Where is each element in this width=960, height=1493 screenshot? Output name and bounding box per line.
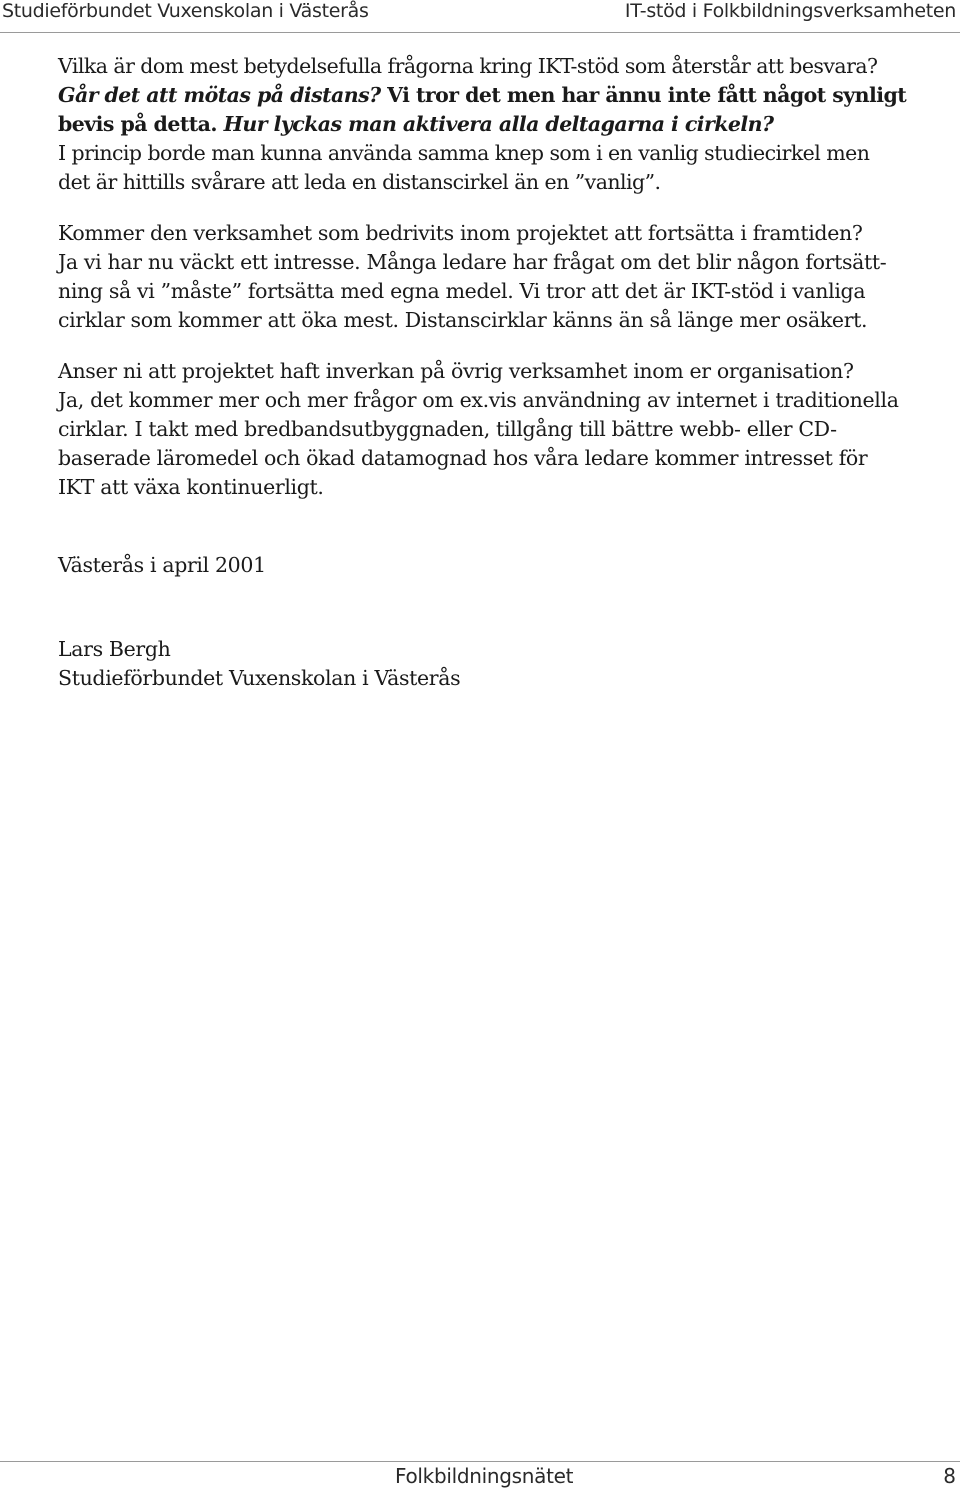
text-line: I princip borde man kunna använda samma knep som i en vanlig studiecirkel men [58, 141, 870, 165]
text-line: cirklar. I takt med bredbandsutbyggnaden, tillgång till bättre webb- eller CD- [58, 417, 837, 441]
text-line: Anser ni att projektet haft inverkan på övrig verksamhet inom er organisation? [58, 359, 854, 383]
text-line [58, 81, 918, 110]
answer-bold: bevis på detta. [58, 112, 217, 136]
question-italic: Hur lyckas man aktivera alla deltagarna i cirkeln? [217, 112, 774, 136]
place-and-date: Västerås i april 2001 [58, 553, 266, 577]
text-line: det är hittills svårare att leda en distanscirkel än en ”vanlig”. [58, 170, 661, 194]
text-line: baserade läromedel och ökad datamognad hos våra ledare kommer intresset för [58, 446, 868, 470]
header-divider [0, 32, 960, 33]
header-document-title: IT-stöd i Folkbildningsverksamheten [624, 0, 956, 22]
page-header [0, 0, 960, 34]
document-body [58, 52, 918, 524]
paragraph-organisation-impact [58, 357, 918, 502]
text-line: Ja vi har nu väckt ett intresse. Många ledare har frågat om det blir någon fortsätt- [58, 250, 887, 274]
paragraph-future-activity [58, 219, 918, 335]
signature-name: Lars Bergh [58, 637, 171, 661]
page-number: 8 [943, 1464, 956, 1488]
text-line: Ja, det kommer mer och mer frågor om ex.vis användning av internet i traditionella [58, 388, 899, 412]
text-line: IKT att växa kontinuerligt. [58, 475, 324, 499]
text-line: ning så vi ”måste” fortsätta med egna medel. Vi tror att det är IKT-stöd i vanliga [58, 279, 866, 303]
footer-publisher: Folkbildningsnätet [395, 1464, 574, 1488]
signature-organisation: Studieförbundet Vuxenskolan i Västerås [58, 666, 461, 690]
paragraph-remaining-questions [58, 52, 918, 197]
text-line: cirklar som kommer att öka mest. Distanscirklar känns än så länge mer osäkert. [58, 308, 868, 332]
question-italic: Går det att mötas på distans? [58, 83, 381, 107]
header-org-name: Studieförbundet Vuxenskolan i Västerås [2, 0, 369, 22]
text-line [58, 110, 918, 139]
text-line: Vilka är dom mest betydelsefulla frågorna kring IKT-stöd som återstår att besvara? [58, 54, 878, 78]
page-footer [0, 1464, 960, 1493]
footer-divider [0, 1461, 960, 1462]
text-line: Kommer den verksamhet som bedrivits inom projektet att fortsätta i framtiden? [58, 221, 863, 245]
answer-bold: Vi tror det men har ännu inte fått något synligt [380, 83, 907, 107]
signature-block [58, 635, 460, 693]
